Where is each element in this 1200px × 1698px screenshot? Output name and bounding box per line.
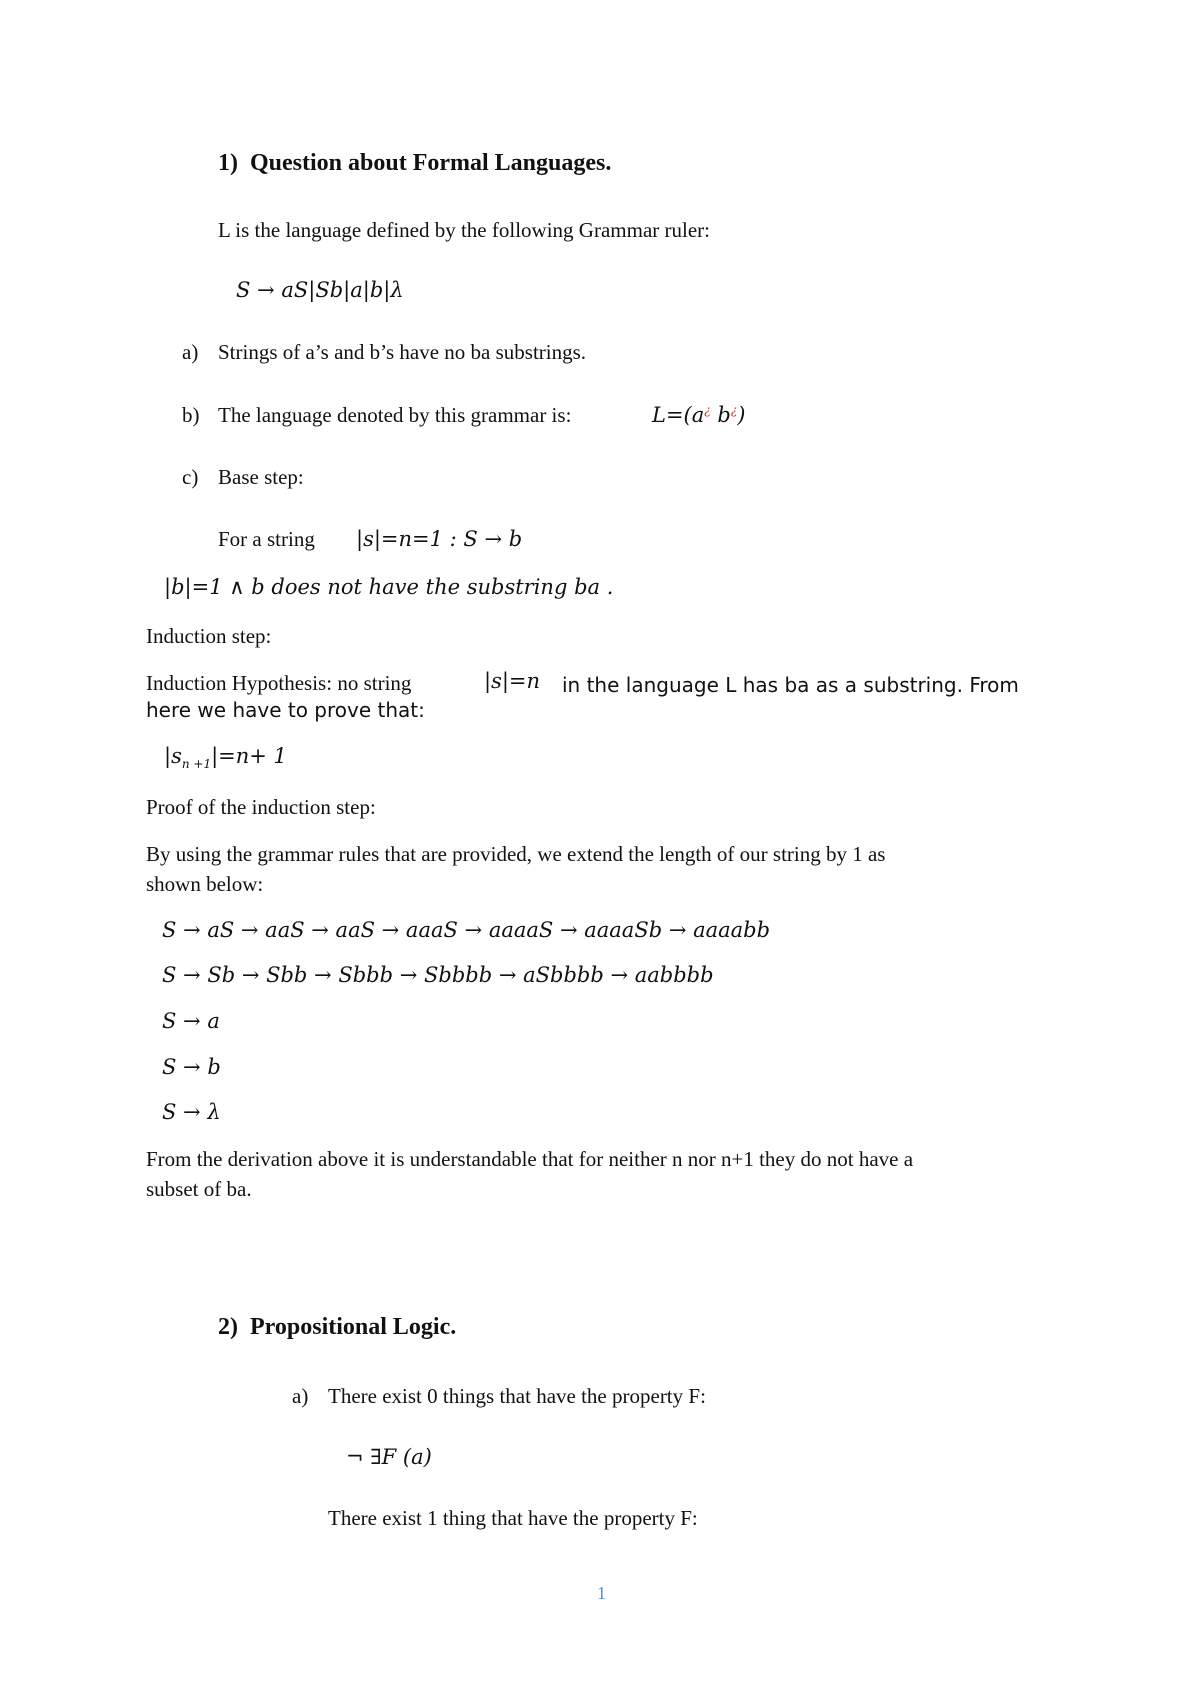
item-a-text: Strings of a’s and b’s have no ba substrings. [218,340,587,364]
goal-formula-suffix: |=n+ 1 [211,744,287,768]
page-number: 1 [597,1583,606,1603]
item-c-marker: c) [182,465,199,489]
formula-not-exists: ¬ ∃F (a) [346,1445,432,1469]
section-1-heading [218,150,611,177]
item-b-text: The language denoted by this grammar is: [218,403,572,427]
hypothesis-suffix: in the language L has ba as a substring. From [562,673,1019,697]
proof-title: Proof of the induction step: [146,795,376,819]
induction-step-label: Induction step: [146,624,272,648]
language-formula-sup-2: ¿ [730,403,738,417]
derivation-4: S → b [162,1055,221,1079]
section-2-item-a-text: There exist 0 things that have the property F: [328,1384,706,1408]
item-c-text: Base step: [218,465,304,489]
base-formula: |s|=n=1 : S → b [356,527,523,551]
section-2-item-a-text-2: There exist 1 thing that have the property F: [328,1506,698,1530]
derivation-2: S → Sb → Sbb → Sbbb → Sbbbb → aSbbbb → aabbbb [162,963,714,987]
item-a-marker: a) [182,340,199,364]
language-formula-mid: b [710,403,731,427]
grammar-rule: S → aS|Sb|a|b|λ [236,278,404,302]
section-1-number: 1) [218,150,238,176]
goal-formula-sub: n +1 [181,757,212,772]
section-1-title: Question about Formal Languages. [250,150,612,176]
language-formula-suffix: ) [737,403,746,427]
section-2-title: Propositional Logic. [250,1314,457,1340]
conclusion-line-1: From the derivation above it is understandable that for neither n nor n+1 they do not have a [146,1147,914,1171]
hypothesis-prefix: Induction Hypothesis: no string [146,671,412,695]
derivation-5: S → λ [162,1100,221,1124]
language-formula-prefix: L=(a [652,403,705,427]
intro-text: L is the language defined by the following Grammar ruler: [218,218,710,242]
hypothesis-formula: |s|=n [484,669,541,693]
conclusion-line-2: subset of ba. [146,1177,252,1201]
section-2-number: 2) [218,1314,238,1340]
derivation-3: S → a [162,1009,220,1033]
language-formula [652,403,745,427]
proof-text-line-1: By using the grammar rules that are provided, we extend the length of our string by 1 as [146,842,886,866]
derivation-1: S → aS → aaS → aaS → aaaS → aaaaS → aaaaSb → aaaabb [162,918,771,942]
section-2-heading [218,1314,456,1341]
proof-text-line-2: shown below: [146,872,264,896]
base-case-text: For a string [218,527,315,551]
language-formula-sup-1: ¿ [704,403,711,417]
goal-formula [164,744,287,771]
base-conclusion: |b|=1 ∧ b does not have the substring ba . [164,575,614,599]
section-2-item-a-marker: a) [292,1384,309,1408]
item-b-marker: b) [182,403,200,427]
hypothesis-line-2: here we have to prove that: [146,698,425,722]
goal-formula-prefix: |s [164,744,182,768]
